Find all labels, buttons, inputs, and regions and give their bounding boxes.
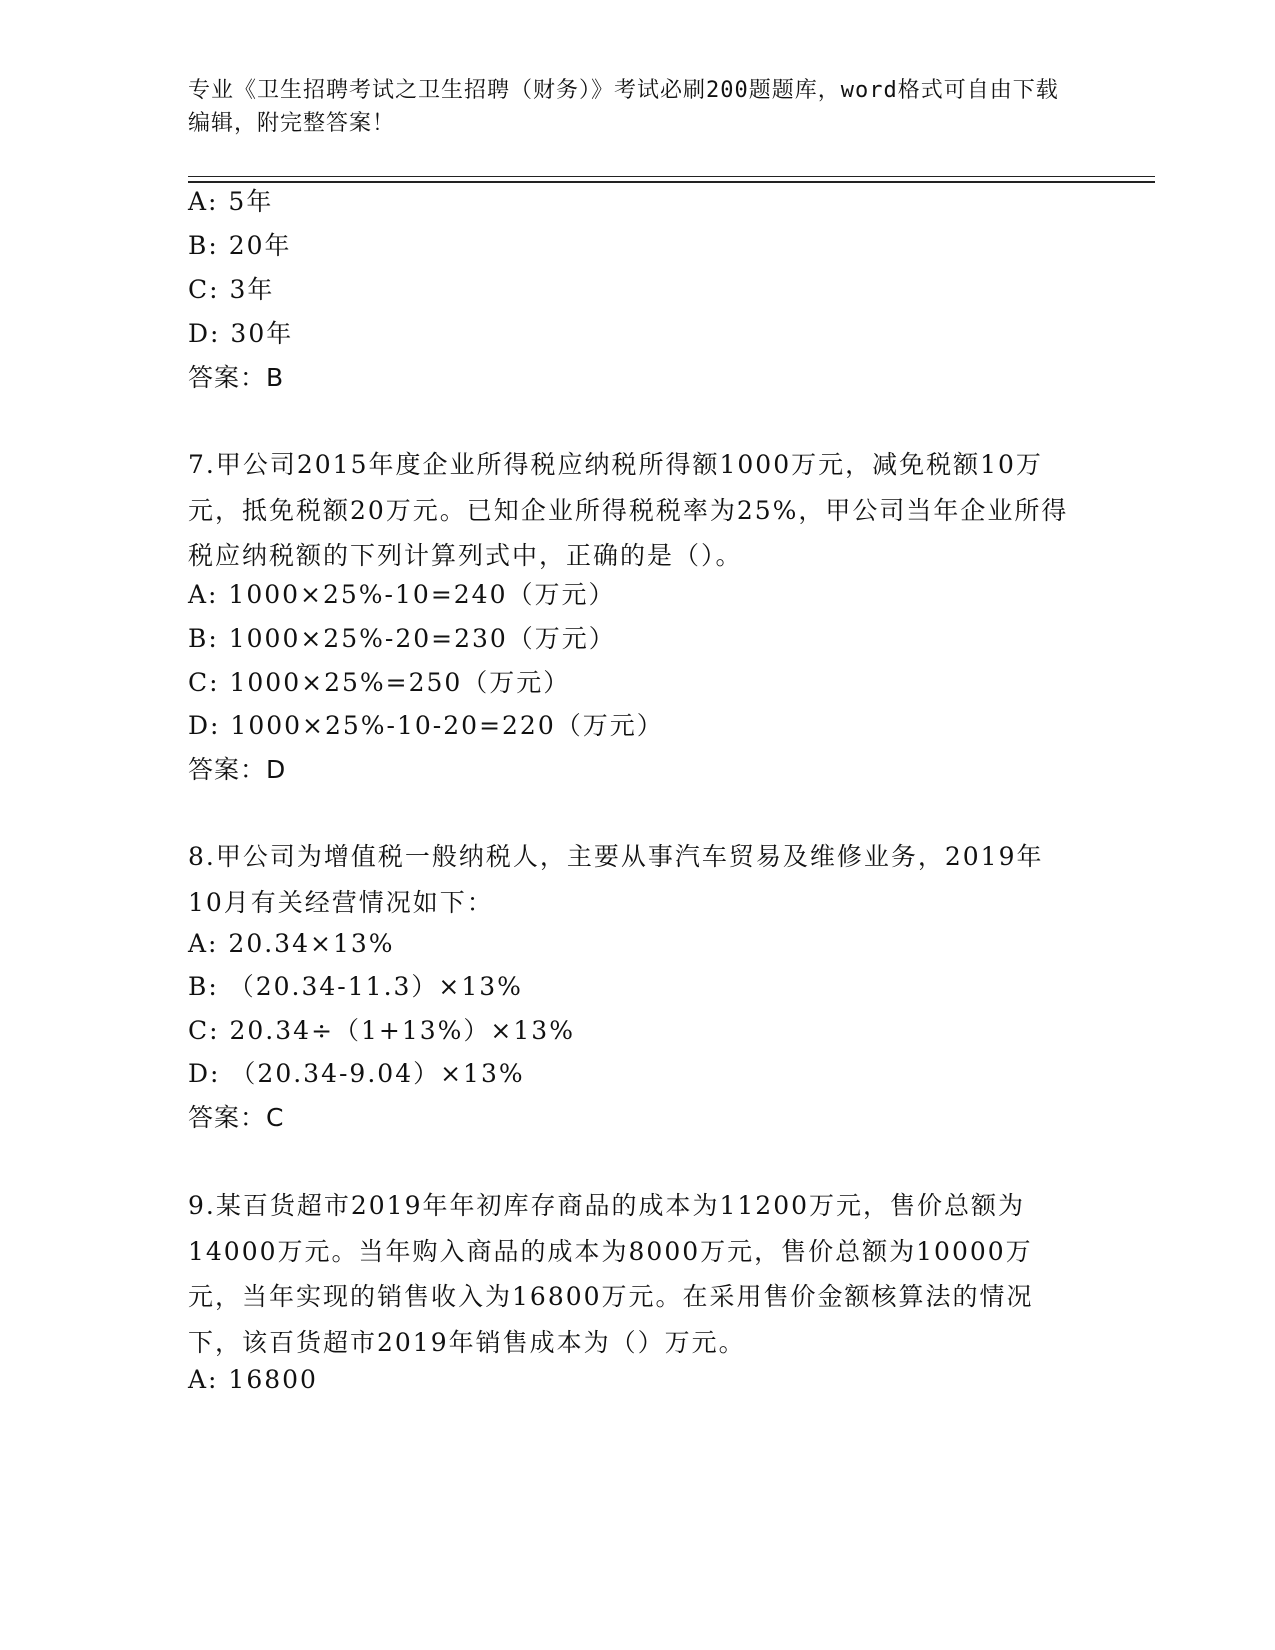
header-divider-thick <box>188 181 1155 183</box>
q8-option-a: A: 20.34×13% <box>188 929 395 958</box>
q8-answer: 答案：C <box>188 1103 285 1132</box>
q8-option-b: B: （20.34-11.3）×13% <box>188 972 523 1001</box>
q9-stem: 9.某百货超市2019年年初库存商品的成本为11200万元，售价总额为14000万元。当年购入商品的成本为8000万元，售价总额为10000万元，当年实现的销售收入为16800万元。在采用售价金额核算法的情况下，该百货超市2019年销售成本为（）万元。 <box>188 1191 1034 1357</box>
q8-option-d: D: （20.34-9.04）×13% <box>188 1059 525 1088</box>
q7-answer: 答案：D <box>188 755 287 784</box>
q8-stem: 8.甲公司为增值税一般纳税人，主要从事汽车贸易及维修业务，2019年10月有关经营情况如下： <box>188 842 1044 917</box>
q7-option-d: D: 1000×25%-10-20=220（万元） <box>188 711 664 740</box>
q6-answer: 答案：B <box>188 363 285 392</box>
q9-option-a: A: 16800 <box>188 1365 318 1394</box>
q8-option-c: C: 20.34÷（1+13%）×13% <box>188 1016 575 1045</box>
q7-option-a: A: 1000×25%-10=240（万元） <box>188 580 616 609</box>
q6-option-a: A: 5年 <box>188 187 274 216</box>
header-divider-thin <box>188 176 1155 177</box>
document-header-text: 专业《卫生招聘考试之卫生招聘（财务）》考试必刷200题题库，word格式可自由下载编辑，附完整答案！ <box>188 78 1059 136</box>
q7-stem: 7.甲公司2015年度企业所得税应纳税所得额1000万元，减免税额10万元，抵免税额20万元。已知企业所得税税率为25%，甲公司当年企业所得税应纳税额的下列计算列式中，正确的是（）。 <box>188 450 1069 570</box>
q6-option-d: D: 30年 <box>188 319 294 348</box>
q6-option-c: C: 3年 <box>188 275 275 304</box>
q7-option-b: B: 1000×25%-20=230（万元） <box>188 624 616 653</box>
q7-option-c: C: 1000×25%=250（万元） <box>188 668 571 697</box>
q6-option-b: B: 20年 <box>188 231 292 260</box>
